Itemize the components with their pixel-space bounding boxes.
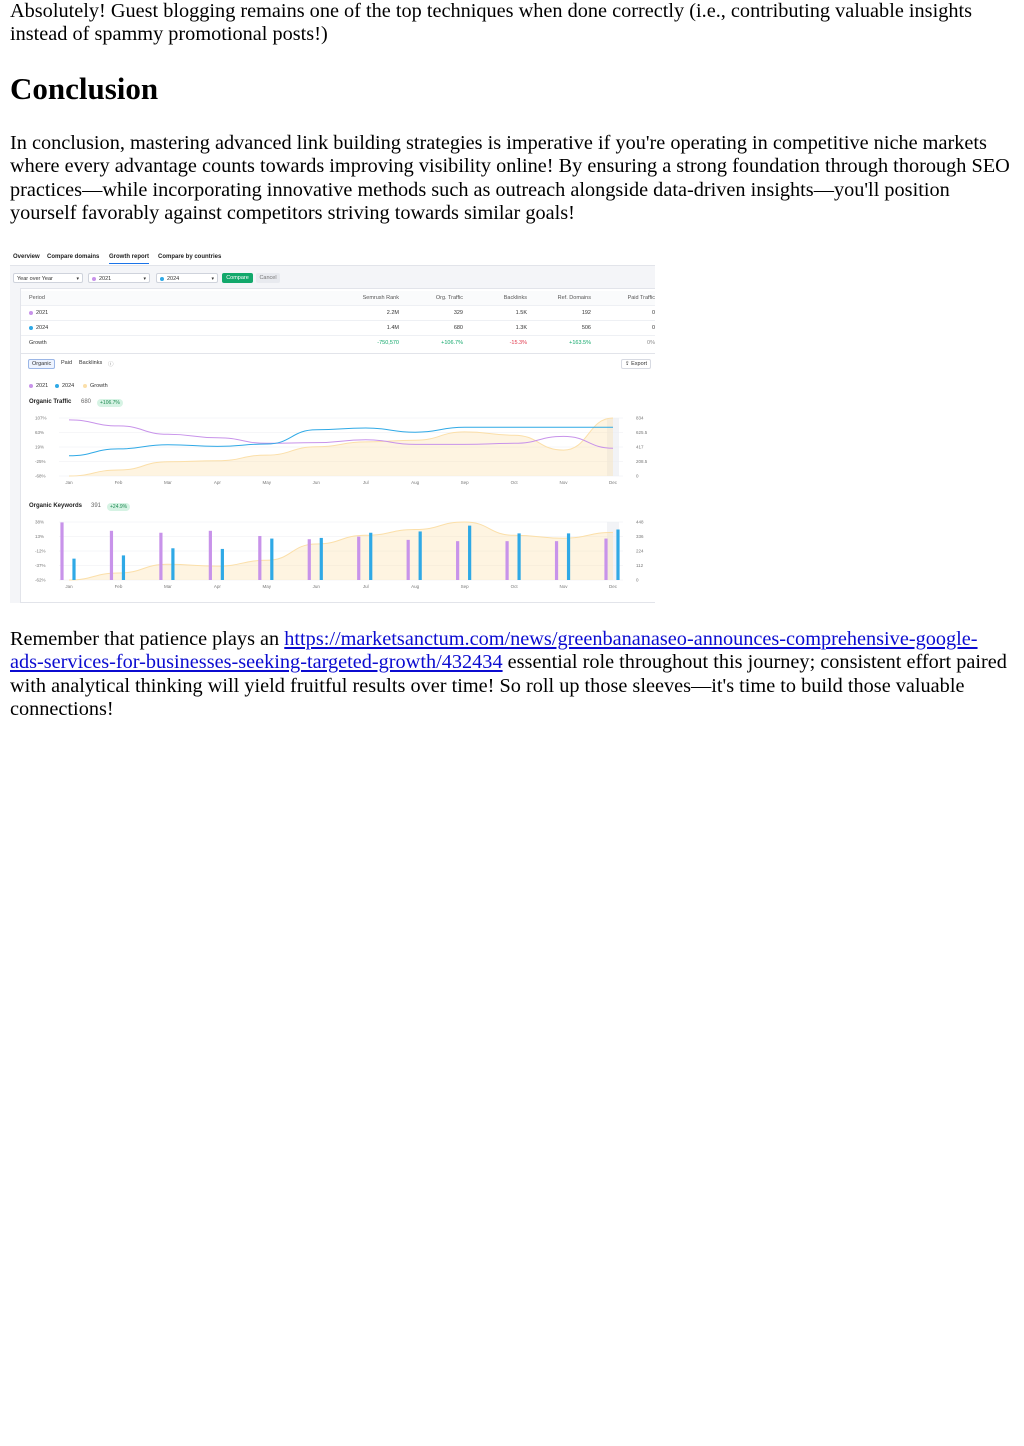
x-axis-tick-label: Sep bbox=[460, 584, 469, 589]
row-period: Growth bbox=[29, 340, 47, 346]
bar-2024 bbox=[320, 538, 323, 580]
x-axis-tick-label: Mar bbox=[164, 480, 172, 485]
year-a-value: 2021 bbox=[99, 276, 112, 282]
right-axis-tick-label: 448 bbox=[636, 519, 644, 525]
charts-panel bbox=[20, 353, 655, 603]
bar-2024 bbox=[72, 559, 75, 580]
cell-backlinks: -15.3% bbox=[509, 340, 527, 346]
x-axis-tick-label: Jun bbox=[312, 584, 320, 589]
bar-2024 bbox=[419, 531, 422, 580]
header-period: Period bbox=[29, 295, 45, 301]
header-paid-traffic: Paid Traffic bbox=[627, 295, 655, 301]
right-axis-tick-label: 625.5 bbox=[636, 430, 648, 435]
left-axis-tick-label: -37% bbox=[35, 563, 46, 568]
subtab-paid[interactable]: Paid bbox=[61, 360, 73, 366]
right-axis-tick-label: 208.5 bbox=[636, 459, 648, 464]
right-axis-tick-label: 224 bbox=[636, 548, 644, 554]
cell-org-traffic: +106.7% bbox=[441, 340, 463, 346]
tab-compare-domains[interactable]: Compare domains bbox=[47, 254, 100, 260]
year-b-select[interactable] bbox=[156, 273, 218, 283]
cell-backlinks: 1.5K bbox=[515, 310, 527, 316]
subtab-organic[interactable]: Organic bbox=[28, 359, 55, 369]
organic-traffic-title: Organic Traffic bbox=[29, 399, 72, 405]
closing-text-end: essential role throughout this journey; consistent effort paired with analytical thinking will yield fruitful results over time! So roll up those sleeves—it's time to build those valuable connections! bbox=[10, 651, 1007, 720]
x-axis-tick-label: Aug bbox=[411, 480, 420, 485]
x-axis-tick-label: Nov bbox=[559, 584, 568, 589]
period-select[interactable] bbox=[13, 273, 83, 283]
year-a-dot-icon bbox=[92, 277, 96, 281]
table-row-growth bbox=[21, 336, 655, 351]
chevron-down-icon: ▾ bbox=[211, 276, 214, 282]
organic-keywords-title: Organic Keywords bbox=[29, 503, 83, 509]
cell-paid-traffic: 0 bbox=[651, 325, 655, 331]
x-axis-tick-label: Dec bbox=[608, 584, 618, 589]
cancel-button[interactable]: Cancel bbox=[256, 273, 280, 283]
legend-2024-dot-icon bbox=[55, 384, 59, 388]
x-axis-tick-label: Oct bbox=[510, 584, 518, 589]
compare-button[interactable]: Compare bbox=[222, 273, 253, 283]
bar-2024 bbox=[171, 548, 174, 580]
left-axis-tick-label: -62% bbox=[35, 577, 46, 583]
header-semrush-rank: Semrush Rank bbox=[362, 295, 399, 301]
legend-growth: Growth bbox=[83, 383, 108, 389]
x-axis-tick-label: May bbox=[262, 584, 272, 589]
x-axis-tick-label: Apr bbox=[213, 584, 221, 589]
x-axis-tick-label: Dec bbox=[608, 480, 618, 485]
left-axis-tick-label: 107% bbox=[35, 415, 47, 421]
left-axis-tick-label: 38% bbox=[35, 519, 45, 525]
left-axis-tick-label: -12% bbox=[35, 548, 46, 554]
bar-2021 bbox=[604, 539, 607, 580]
right-axis-tick-label: 0 bbox=[636, 473, 639, 479]
tab-overview[interactable]: Overview bbox=[13, 254, 40, 260]
legend-2024: 2024 bbox=[55, 383, 74, 389]
table-row bbox=[21, 321, 655, 336]
bar-2024 bbox=[221, 549, 224, 580]
tab-growth-report[interactable]: Growth report bbox=[109, 254, 149, 260]
legend-growth-dot-icon bbox=[83, 384, 87, 388]
bar-2021 bbox=[407, 540, 410, 580]
cell-semrush-rank: 1.4M bbox=[386, 325, 399, 331]
cell-paid-traffic: 0% bbox=[647, 340, 655, 346]
bar-2021 bbox=[505, 541, 508, 580]
growth-report-screenshot bbox=[10, 245, 655, 603]
organic-keywords-value: 391 bbox=[91, 503, 102, 509]
table-header-row bbox=[21, 291, 655, 306]
chevron-down-icon: ▾ bbox=[143, 276, 146, 282]
year-2024-dot-icon bbox=[29, 326, 33, 330]
year-2021-dot-icon bbox=[29, 311, 33, 315]
year-b-dot-icon bbox=[160, 277, 164, 281]
legend-2021: 2021 bbox=[29, 383, 48, 389]
cell-ref-domains: +163.5% bbox=[569, 340, 591, 346]
bar-2024 bbox=[122, 555, 125, 580]
subtab-backlinks[interactable]: Backlinks bbox=[79, 360, 103, 366]
bar-2024 bbox=[468, 526, 471, 580]
x-axis-tick-label: Jan bbox=[65, 584, 73, 589]
bar-2021 bbox=[456, 541, 459, 580]
x-axis-tick-label: Jul bbox=[362, 584, 369, 589]
year-b-value: 2024 bbox=[167, 276, 180, 282]
right-axis-tick-label: 417 bbox=[636, 444, 644, 450]
x-axis-tick-label: Feb bbox=[114, 480, 123, 485]
closing-paragraph bbox=[10, 628, 1010, 721]
chevron-down-icon: ▾ bbox=[76, 276, 79, 282]
bar-2021 bbox=[555, 541, 558, 580]
cell-org-traffic: 680 bbox=[453, 325, 463, 331]
export-button[interactable]: ⇪ Export bbox=[621, 359, 651, 369]
cell-semrush-rank: 2.2M bbox=[386, 310, 399, 316]
right-axis-tick-label: 0 bbox=[636, 577, 639, 583]
organic-keywords-chart bbox=[21, 518, 655, 600]
closing-text-start: Remember that patience plays an bbox=[10, 628, 285, 650]
left-axis-tick-label: 63% bbox=[35, 430, 45, 435]
legend-2021-dot-icon bbox=[29, 384, 33, 388]
organic-traffic-chart bbox=[21, 414, 655, 496]
bar-2021 bbox=[159, 533, 162, 580]
header-ref-domains: Ref. Domains bbox=[557, 295, 591, 301]
left-axis-tick-label: 13% bbox=[35, 534, 45, 539]
bar-2021 bbox=[357, 537, 360, 580]
bar-2024 bbox=[616, 530, 619, 580]
cell-backlinks: 1.3K bbox=[515, 325, 527, 331]
marketsanctum-link[interactable]: https://marketsanctum.com/news/greenbananaseo-announces-comprehensive-google-ads-services-for-businesses-seeking-targeted-growth/432434 bbox=[10, 628, 978, 674]
tab-compare-by-countries[interactable]: Compare by countries bbox=[158, 254, 222, 260]
intro-paragraph: Absolutely! Guest blogging remains one of the top techniques when done correctly (i.e., contributing valuable insights instead of spammy promotional posts!) bbox=[10, 0, 973, 46]
left-axis-tick-label: -25% bbox=[35, 459, 46, 464]
x-axis-tick-label: May bbox=[262, 480, 272, 485]
cell-semrush-rank: -750,570 bbox=[377, 340, 399, 346]
info-icon[interactable]: ⓘ bbox=[108, 362, 114, 368]
conclusion-heading: Conclusion bbox=[10, 71, 159, 106]
bar-2021 bbox=[308, 539, 311, 580]
year-a-select[interactable] bbox=[88, 273, 150, 283]
x-axis-tick-label: Jan bbox=[65, 480, 73, 485]
report-tabs bbox=[10, 245, 655, 266]
organic-keywords-badge: +24.9% bbox=[107, 503, 130, 511]
header-backlinks: Backlinks bbox=[503, 295, 527, 301]
upload-icon: ⇪ bbox=[625, 361, 632, 367]
x-axis-tick-label: Jul bbox=[362, 480, 369, 485]
cell-ref-domains: 192 bbox=[581, 310, 591, 316]
row-period: 2021 bbox=[29, 310, 48, 316]
table-row bbox=[21, 306, 655, 321]
x-axis-tick-label: Nov bbox=[559, 480, 568, 485]
cell-paid-traffic: 0 bbox=[651, 310, 655, 316]
x-axis-tick-label: Jun bbox=[312, 480, 320, 485]
period-select-value: Year over Year bbox=[17, 276, 53, 282]
x-axis-tick-label: Oct bbox=[510, 480, 518, 485]
right-axis-tick-label: 112 bbox=[636, 563, 644, 568]
right-axis-tick-label: 336 bbox=[636, 534, 644, 539]
bar-2024 bbox=[369, 533, 372, 580]
left-axis-tick-label: -68% bbox=[35, 473, 46, 479]
bar-2021 bbox=[209, 531, 212, 580]
cell-ref-domains: 506 bbox=[581, 325, 591, 331]
right-axis-tick-label: 834 bbox=[636, 415, 644, 421]
bar-2021 bbox=[258, 536, 261, 580]
x-axis-tick-label: Sep bbox=[460, 480, 469, 485]
x-axis-tick-label: Mar bbox=[164, 584, 172, 589]
x-axis-tick-label: Apr bbox=[213, 480, 221, 485]
left-axis-tick-label: 19% bbox=[35, 444, 45, 450]
x-axis-tick-label: Feb bbox=[114, 584, 123, 589]
header-org-traffic: Org. Traffic bbox=[435, 295, 463, 301]
row-period: 2024 bbox=[29, 325, 48, 331]
cell-org-traffic: 329 bbox=[453, 310, 463, 316]
organic-traffic-value: 680 bbox=[81, 399, 92, 405]
bar-2021 bbox=[60, 522, 63, 580]
bar-2024 bbox=[270, 539, 273, 580]
bar-2024 bbox=[517, 533, 520, 580]
organic-traffic-badge: +106.7% bbox=[97, 399, 123, 407]
bar-2021 bbox=[110, 531, 113, 580]
x-axis-tick-label: Aug bbox=[411, 584, 420, 589]
conclusion-paragraph: In conclusion, mastering advanced link building strategies is imperative if you're operating in competitive niche markets where every advantage counts towards improving visibility online! By ensuring a strong foundation through thorough SEO practices—while incorporating innovative methods such as outreach alongside data-driven insights—you'll position yourself favorably against competitors striving towards similar goals! bbox=[10, 132, 1010, 224]
bar-2024 bbox=[567, 533, 570, 580]
